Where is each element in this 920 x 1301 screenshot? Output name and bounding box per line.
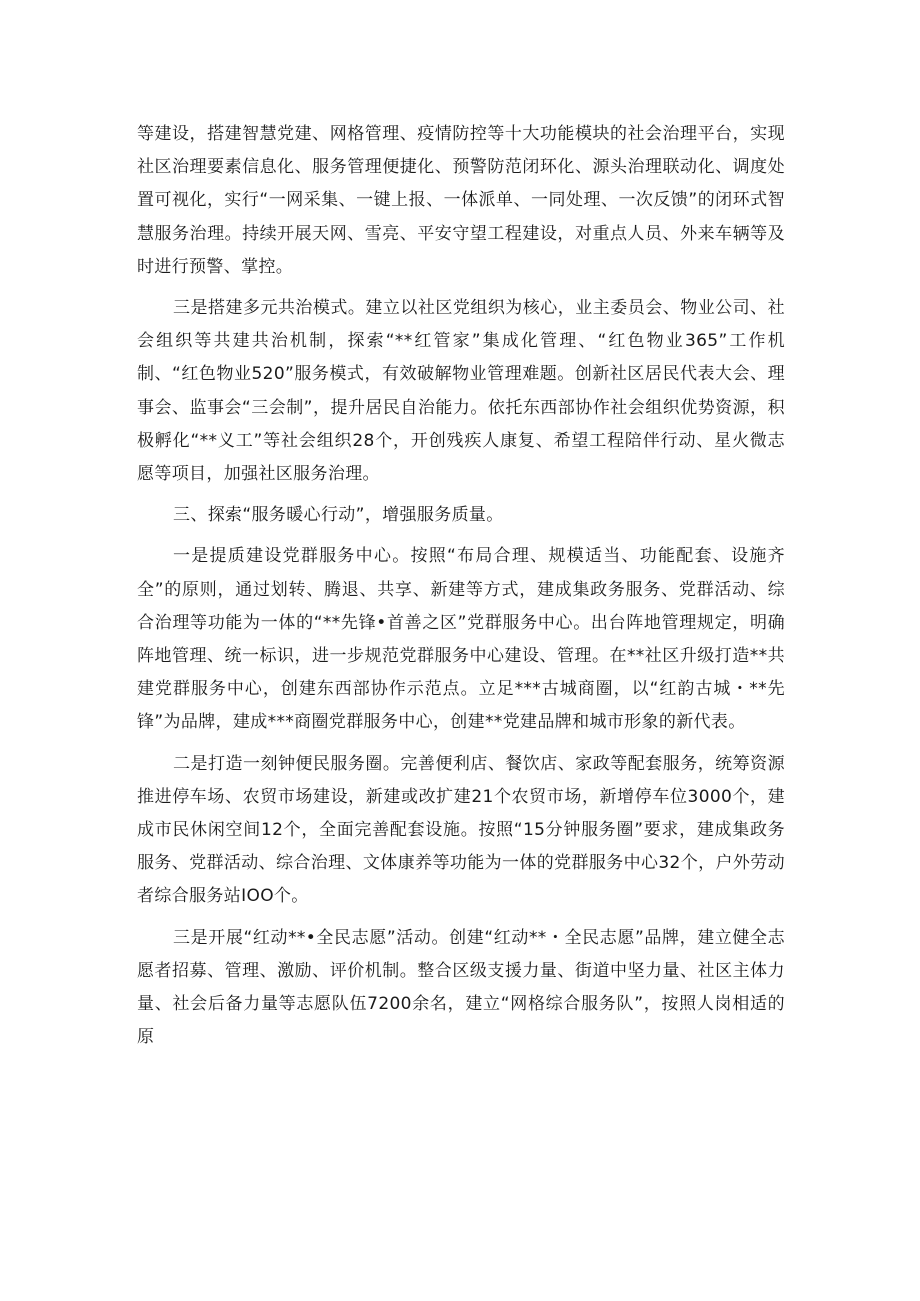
paragraph-volunteer: 三是开展“红动**•全民志愿”活动。创建“红动**・全民志愿”品牌，建立健全志愿者招募、管理、激励、评价机制。整合区级支援力量、街道中坚力量、社区主体力量、社会后备力量等志愿队伍7200余名，建立“网格综合服务队”，按照人岗相适的原: [137, 927, 785, 1048]
paragraph-service-center: 一是提质建设党群服务中心。按照“布局合理、规模适当、功能配套、设施齐全”的原则，通过划转、腾退、共享、新建等方式，建成集政务服务、党群活动、综合治理等功能为一体的“**先锋•首善之区”党群服务中心。出台阵地管理规定，明确阵地管理、统一标识，进一步规范党群服务中心建设、管理。在**社区升级打造**共建党群服务中心，创建东西部协作示范点。立足***古城商圈，以“红韵古城・**先锋”为品牌，建成***商圈党群服务中心，创建**党建品牌和城市形象的新代表。: [137, 546, 785, 733]
document-body: [137, 118, 785, 1062]
paragraph-multi-governance: 三是搭建多元共治模式。建立以社区党组织为核心，业主委员会、物业公司、社会组织等共建共治机制，探索“**红管家”集成化管理、“红色物业365”工作机制、“红色物业520”服务模式，有效破解物业管理难题。创新社区居民代表大会、理事会、监事会“三会制”，提升居民自治能力。依托东西部协作社会组织优势资源，积极孵化“**义工”等社会组织28个，开创残疾人康复、希望工程陪伴行动、星火微志愿等项目，加强社区服务治理。: [137, 298, 785, 485]
paragraph-smart-governance: 等建设，搭建智慧党建、网格管理、疫情防控等十大功能模块的社会治理平台，实现社区治理要素信息化、服务管理便捷化、预警防范闭环化、源头治理联动化、调度处置可视化，实行“一网采集、一键上报、一体派单、一同处理、一次反馈”的闭环式智慧服务治理。持续开展天网、雪亮、平安守望工程建设，对重点人员、外来车辆等及时进行预警、掌控。: [137, 124, 785, 277]
paragraph-convenience-circle: 二是打造一刻钟便民服务圈。完善便利店、餐饮店、家政等配套服务，统筹资源推进停车场、农贸市场建设，新建或改扩建21个农贸市场，新增停车位3000个，建成市民休闲空间12个，全面完善配套设施。按照“15分钟服务圈”要求，建成集政务服务、党群活动、综合治理、文体康养等功能为一体的党群服务中心32个，户外劳动者综合服务站IOO个。: [137, 753, 785, 907]
section-heading-service: 三、探索“服务暖心行动”，增强服务质量。: [173, 505, 504, 526]
